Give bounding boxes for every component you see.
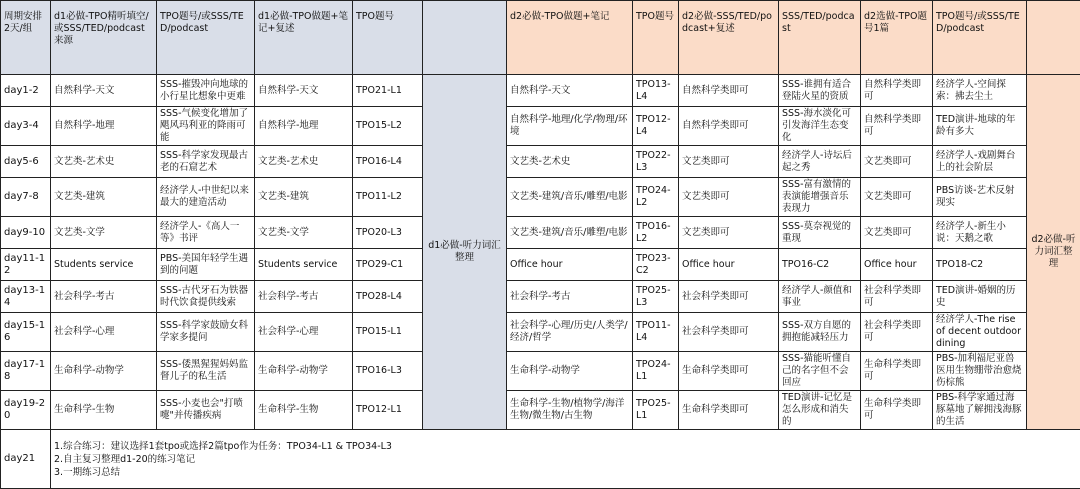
table-cell: PBS-科学家通过海豚墓地了解拥浅海豚的生活 [933, 391, 1027, 430]
table-cell: 经济学人-中世纪以来最大的建造活动 [157, 178, 255, 217]
header-cell [1027, 1, 1080, 75]
table-cell: 文艺类-艺术史 [255, 146, 353, 178]
header-cell: TPO题号/或SSS/TED/podcast [157, 1, 255, 75]
table-cell: 自然科学类即可 [861, 75, 933, 107]
table-cell: 生命科学类即可 [861, 352, 933, 391]
table-cell: 文艺类-建筑/音乐/雕塑/电影 [507, 178, 633, 217]
table-cell: 社会科学-心理 [51, 313, 157, 352]
table-cell: TPO15-L2 [353, 107, 423, 146]
table-cell: SSS-气候变化增加了飓风玛利亚的降雨可能 [157, 107, 255, 146]
table-cell: TPO12-L4 [633, 107, 679, 146]
table-cell: TED演讲-婚姻的历史 [933, 281, 1027, 313]
day-cell: day5-6 [1, 146, 51, 178]
table-row [1, 313, 1080, 352]
table-cell: 自然科学-地理/化学/物理/环境 [507, 107, 633, 146]
table-cell: TPO25-L3 [633, 281, 679, 313]
table-cell: 自然科学-天文 [255, 75, 353, 107]
table-cell: TPO21-L1 [353, 75, 423, 107]
table-cell: 文艺类-建筑/音乐/雕塑/电影 [507, 217, 633, 249]
summary-note-line: 1.综合练习：建议选择1套tpo或选择2篇tpo作为任务：TPO34-L1 & TPO34-L3 [54, 440, 1077, 453]
table-cell: SSS-倭黑猩猩妈妈监督儿子的私生活 [157, 352, 255, 391]
table-row [1, 75, 1080, 107]
table-cell: PBS-加利福尼亚兽医用生物绷带治愈烧伤棕熊 [933, 352, 1027, 391]
table-cell: TPO25-L1 [633, 391, 679, 430]
table-cell: 经济学人-颜值和事业 [779, 281, 861, 313]
table-cell: TPO28-L4 [353, 281, 423, 313]
table-cell: 自然科学类即可 [679, 75, 779, 107]
table-cell: 生命科学类即可 [679, 391, 779, 430]
table-cell: Office hour [861, 249, 933, 281]
day-cell: day13-14 [1, 281, 51, 313]
table-row [1, 217, 1080, 249]
summary-row [1, 430, 1080, 489]
table-cell: 文艺类即可 [861, 178, 933, 217]
table-cell: 生命科学-动物学 [255, 352, 353, 391]
table-cell: SSS-海水淡化可引发海洋生态变化 [779, 107, 861, 146]
header-cell: d1必做-TPO精听填空/或SSS/TED/podcast来源 [51, 1, 157, 75]
table-cell: 生命科学类即可 [679, 352, 779, 391]
table-cell: 社会科学类即可 [679, 281, 779, 313]
table-cell: 自然科学-地理 [51, 107, 157, 146]
table-cell: SSS-小麦也会"打喷嚏"并传播疾病 [157, 391, 255, 430]
table-cell: 文艺类即可 [679, 217, 779, 249]
header-cell: d1必做-TPO做题+笔记+复述 [255, 1, 353, 75]
table-cell: 社会科学-考古 [51, 281, 157, 313]
table-cell: TPO13-L4 [633, 75, 679, 107]
header-cell: SSS/TED/podcast [779, 1, 861, 75]
header-cell: TPO题号 [353, 1, 423, 75]
table-row [1, 178, 1080, 217]
d1-vocab-merged-cell: d1必做-听力词汇整理 [423, 75, 507, 430]
table-cell: 生命科学-生物/植物学/海洋生物/微生物/古生物 [507, 391, 633, 430]
table-cell: 社会科学-考古 [507, 281, 633, 313]
day-cell: day15-16 [1, 313, 51, 352]
table-cell: 经济学人-The rise of decent outdoor dining [933, 313, 1027, 352]
table-cell: SSS-莫奈视觉的重现 [779, 217, 861, 249]
table-cell: Students service [255, 249, 353, 281]
table-cell: SSS-双方自愿的拥抱能减轻压力 [779, 313, 861, 352]
table-cell: TPO11-L4 [633, 313, 679, 352]
header-cell: d2必做-TPO做题+笔记 [507, 1, 633, 75]
header-cell: TPO题号 [633, 1, 679, 75]
table-cell: 经济学人-《高人一等》书评 [157, 217, 255, 249]
table-cell: TPO16-C2 [779, 249, 861, 281]
table-cell: 自然科学类即可 [679, 107, 779, 146]
header-cell: d2必做-SSS/TED/podcast+复述 [679, 1, 779, 75]
table-cell: 自然科学-地理 [255, 107, 353, 146]
table-cell: PBS访谈-艺术反射现实 [933, 178, 1027, 217]
table-cell: Office hour [679, 249, 779, 281]
table-cell: 生命科学-生物 [51, 391, 157, 430]
table-cell: TPO11-L2 [353, 178, 423, 217]
day-cell: day3-4 [1, 107, 51, 146]
table-cell: Office hour [507, 249, 633, 281]
table-cell: TPO15-L1 [353, 313, 423, 352]
table-row [1, 107, 1080, 146]
header-cell [423, 1, 507, 75]
d2-vocab-merged-cell: d2必做-听力词汇整理 [1027, 75, 1080, 430]
summary-note-line: 3.一期练习总结 [54, 466, 1077, 479]
table-cell: 自然科学-天文 [507, 75, 633, 107]
table-cell: TPO20-L3 [353, 217, 423, 249]
table-cell: TPO16-L4 [353, 146, 423, 178]
day-cell: day1-2 [1, 75, 51, 107]
table-cell: TPO22-L3 [633, 146, 679, 178]
table-cell: TPO24-L2 [633, 178, 679, 217]
table-cell: 社会科学-心理 [255, 313, 353, 352]
table-row [1, 391, 1080, 430]
table-cell: 文艺类-文学 [255, 217, 353, 249]
table-row [1, 281, 1080, 313]
table-cell: TPO29-C1 [353, 249, 423, 281]
table-cell: 经济学人-空间探索：拂去尘土 [933, 75, 1027, 107]
table-cell: 文艺类-文学 [51, 217, 157, 249]
table-cell: 社会科学-考古 [255, 281, 353, 313]
header-cell: 周期安排2天/组 [1, 1, 51, 75]
table-cell: 社会科学-心理/历史/人类学/经济/哲学 [507, 313, 633, 352]
table-cell: SSS-谁拥有适合登陆火星的资质 [779, 75, 861, 107]
day-cell: day7-8 [1, 178, 51, 217]
table-cell: Students service [51, 249, 157, 281]
table-cell: 文艺类-艺术史 [507, 146, 633, 178]
day-cell: day11-12 [1, 249, 51, 281]
table-cell: TED演讲-记忆是怎么形成和消失的 [779, 391, 861, 430]
table-cell: 文艺类即可 [861, 217, 933, 249]
table-cell: 文艺类-建筑 [255, 178, 353, 217]
table-cell: 生命科学类即可 [861, 391, 933, 430]
table-cell: TPO16-L2 [633, 217, 679, 249]
header-cell: TPO题号/或SSS/TED/podcast [933, 1, 1027, 75]
table-cell: TPO16-L3 [353, 352, 423, 391]
table-cell: 文艺类-建筑 [51, 178, 157, 217]
day-cell: day19-20 [1, 391, 51, 430]
summary-notes-cell [51, 430, 1080, 489]
table-cell: 社会科学类即可 [861, 313, 933, 352]
table-cell: TPO23-C2 [633, 249, 679, 281]
table-row [1, 352, 1080, 391]
table-cell: TED演讲-地球的年龄有多大 [933, 107, 1027, 146]
table-cell: 文艺类即可 [679, 146, 779, 178]
table-cell: 经济学人-诗坛后起之秀 [779, 146, 861, 178]
table-cell: 生命科学-动物学 [507, 352, 633, 391]
table-row [1, 249, 1080, 281]
table-cell: 经济学人-戏剧舞台上的社会阶层 [933, 146, 1027, 178]
table-cell: SSS-科学家发现最古老的石窟艺术 [157, 146, 255, 178]
header-row [1, 1, 1080, 75]
table-cell: 文艺类-艺术史 [51, 146, 157, 178]
summary-note-line: 2.自主复习整理d1-20的练习笔记 [54, 453, 1077, 466]
table-row [1, 146, 1080, 178]
table-cell: SSS-科学家鼓励女科学家多提问 [157, 313, 255, 352]
table-cell: 文艺类即可 [679, 178, 779, 217]
table-cell: 自然科学类即可 [861, 107, 933, 146]
table-cell: PBS-美国年轻学生遇到的问题 [157, 249, 255, 281]
table-cell: 自然科学-天文 [51, 75, 157, 107]
table-cell: SSS-猫能听懂自己的名字但不会回应 [779, 352, 861, 391]
header-cell: d2选做-TPO题号1篇 [861, 1, 933, 75]
day-cell: day17-18 [1, 352, 51, 391]
table-cell: TPO18-C2 [933, 249, 1027, 281]
table-cell: SSS-富有激情的表演能增强音乐表现力 [779, 178, 861, 217]
day-cell: day21 [1, 430, 51, 489]
table-cell: 生命科学-动物学 [51, 352, 157, 391]
table-cell: SSS-摧毁冲向地球的小行星比想象中更难 [157, 75, 255, 107]
day-cell: day9-10 [1, 217, 51, 249]
table-cell: SSS-古代牙石为铁器时代饮食提供线索 [157, 281, 255, 313]
table-cell: 经济学人-新生小说：天鹅之歌 [933, 217, 1027, 249]
table-cell: 社会科学类即可 [679, 313, 779, 352]
table-cell: TPO12-L1 [353, 391, 423, 430]
table-cell: 文艺类即可 [861, 146, 933, 178]
table-cell: 社会科学类即可 [861, 281, 933, 313]
table-cell: 生命科学-生物 [255, 391, 353, 430]
table-cell: TPO24-L1 [633, 352, 679, 391]
